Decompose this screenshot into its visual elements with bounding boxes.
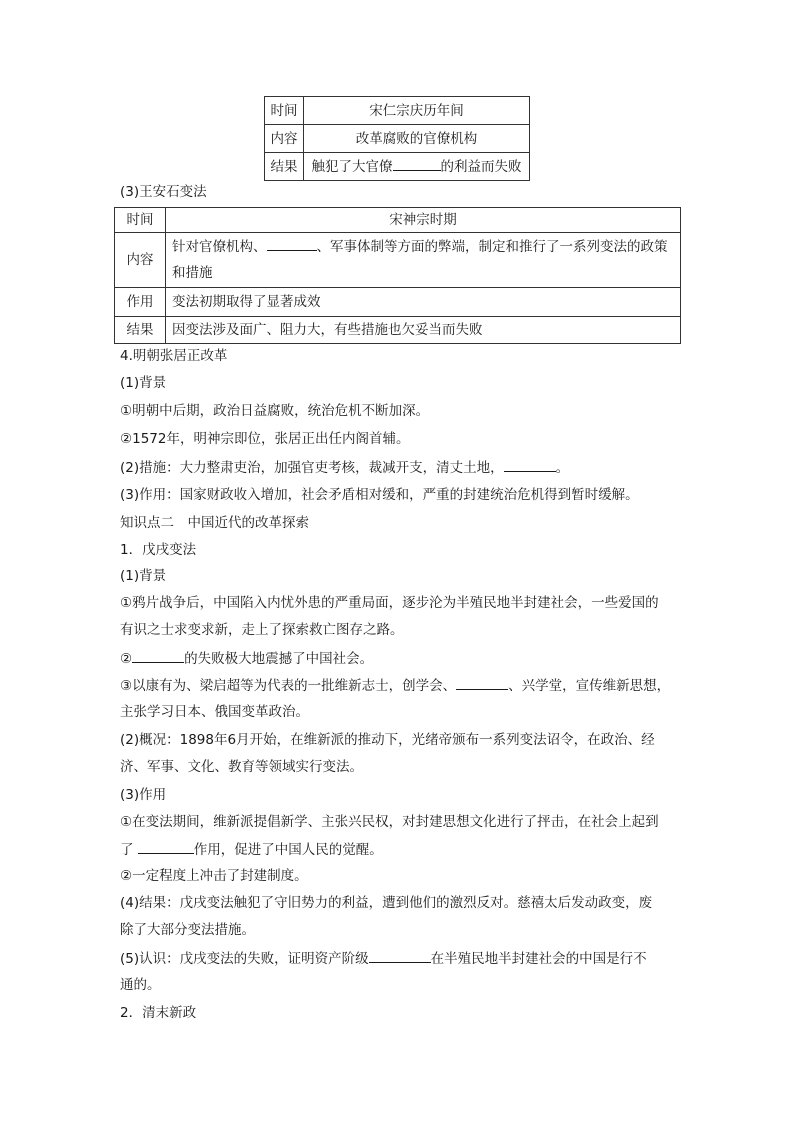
row-label: 内容 [265,125,304,153]
text-segment: 、兴学堂，宣传维新思想， [508,678,671,694]
row-content: 变法初期取得了显著成效 [166,288,681,317]
text-segment: ③以康有为、梁启超等为代表的一批维新志士，创学会、 [120,678,457,694]
wuxu-background-1b: 有识之士求变求新，走上了探索救亡图存之路。 [120,622,404,638]
row-content [304,153,530,181]
wuxu-view-a [120,949,680,968]
wuxu-background-3a [120,676,680,695]
zhang-background-1: ①明朝中后期，政治日益腐败，统治危机不断加深。 [120,403,430,419]
row-label: 结果 [115,317,166,344]
zhang-effect: (3)作用：国家财政收入增加，社会矛盾相对缓和，严重的封建统治危机得到暂时缓解。 [120,487,639,503]
wuxu-effect-1b [120,840,680,859]
row-content: 宋仁宗庆历年间 [304,97,530,125]
wuxu-background-1a: ①鸦片战争后，中国陷入内忧外患的严重局面，逐步沦为半殖民地半封建社会，一些爱国的 [120,595,659,611]
text-segment: 了 [120,842,138,858]
zhang-background-heading: (1)背景 [120,375,167,391]
wuxu-background-heading: (1)背景 [120,568,167,584]
table-row [115,317,681,344]
text-segment: 在半殖民地半封建社会的中国是行不 [430,951,647,967]
fill-blank[interactable] [456,676,508,690]
wuxu-effect-heading: (3)作用 [120,787,167,803]
text-segment: 触犯了大官僚 [311,159,393,175]
wuxu-result-b: 除了大部分变法措施。 [120,922,255,938]
row-content: 改革腐败的官僚机构 [304,125,530,153]
text-segment: 的失败极大地震撼了中国社会。 [184,651,374,667]
text-segment: 的利益而失败 [440,159,522,175]
table-row [115,233,681,288]
wang-anshi-heading: (3)王安石变法 [120,184,207,200]
row-label: 内容 [115,233,166,288]
row-label: 时间 [115,208,166,233]
fill-blank[interactable] [138,840,194,854]
row-label: 作用 [115,288,166,317]
table-row [115,288,681,317]
row-content: 因变法涉及面广、阻力大，有些措施也欠妥当而失败 [166,317,681,344]
wuxu-overview-a: (2)概况：1898年6月开始，在维新派的推动下，光绪帝颁布一系列变法诏令，在政治、经 [120,732,655,748]
table-row [115,208,681,233]
wuxu-effect-1a: ①在变法期间，维新派提倡新学、主张兴民权，对封建思想文化进行了抨击，在社会上起到 [120,814,659,830]
wang-anshi-reform-table [114,207,681,344]
wuxu-overview-b: 济、军事、文化、教育等领域实行变法。 [120,759,363,775]
fill-blank[interactable] [369,949,431,963]
row-content [166,233,681,288]
qingmo-heading: 2．清末新政 [120,1005,197,1021]
qingli-reform-table [264,96,530,181]
zhang-measures [120,458,680,477]
fill-blank[interactable] [393,157,441,171]
wuxu-view-b: 通的。 [120,977,161,993]
fill-blank[interactable] [132,649,184,663]
wuxu-heading: 1．戊戌变法 [120,542,197,558]
row-label: 时间 [265,97,304,125]
wuxu-background-2 [120,649,680,668]
text-segment: 。 [555,460,570,476]
wuxu-effect-2: ②一定程度上冲击了封建制度。 [120,868,308,884]
row-label: 结果 [265,153,304,181]
text-segment: (5)认识：戊戌变法的失败，证明资产阶级 [120,951,369,967]
text-segment: 针对官僚机构、 [172,239,267,255]
zhang-background-2: ②1572年，明神宗即位，张居正出任内阁首辅。 [120,431,410,447]
text-segment: (2)措施：大力整肃吏治，加强官吏考核，裁减开支，清丈土地， [120,460,504,476]
wuxu-result-a: (4)结果：戊戌变法触犯了守旧势力的利益，遭到他们的激烈反对。慈禧太后发动政变，废 [120,895,653,911]
text-segment: 、军事体制等方面的弊端，制定和推行了一系列变法的政策和措施 [172,239,668,281]
row-content: 宋神宗时期 [166,208,681,233]
fill-blank[interactable] [267,237,317,251]
text-segment: ② [120,651,133,667]
zhang-juzheng-heading: 4.明朝张居正改革 [120,348,228,364]
section-heading: 知识点二 中国近代的改革探索 [120,515,309,531]
table-row [265,125,530,153]
table-row [265,153,530,181]
wuxu-background-3b: 主张学习日本、俄国变革政治。 [120,704,309,720]
fill-blank[interactable] [504,458,556,472]
text-segment: 作用，促进了中国人民的觉醒。 [193,842,383,858]
table-row [265,97,530,125]
